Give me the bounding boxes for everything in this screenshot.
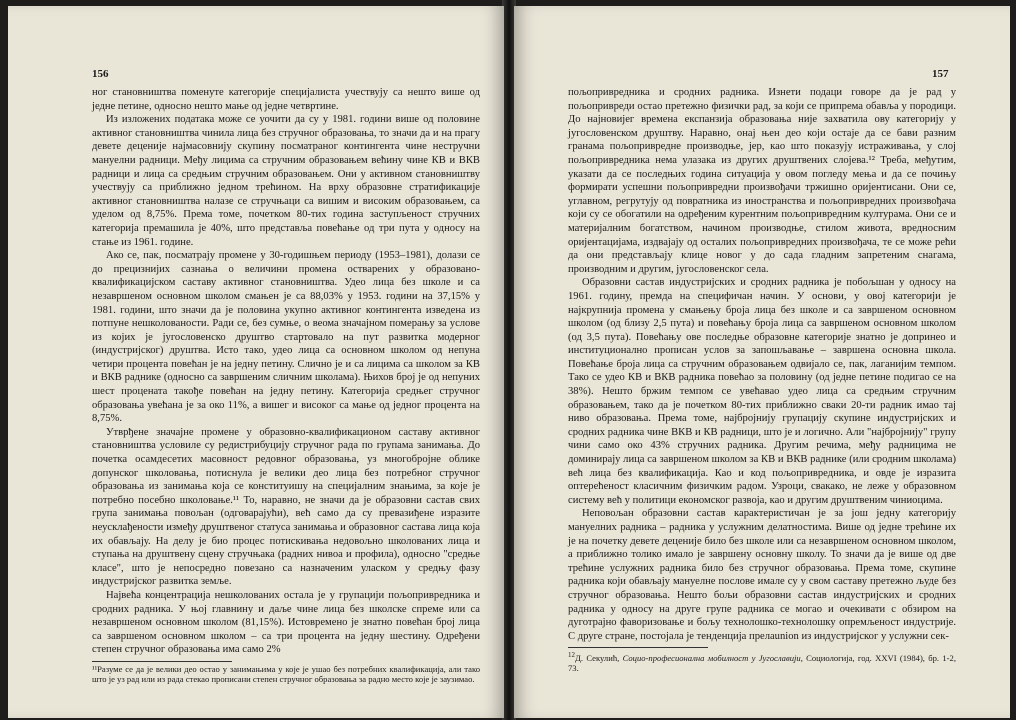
- paragraph: Утврђене значајне промене у образовно-квалификационом саставу активног становништва условиле су редистрибуцију стручног рада по групама занимања. До почетка осамдесетих масовност редовног образовања, уз многобројне облике допунског школовања, потиснула је велики део лица без потребног стручног образовања из занимања која се конституишу на специјалним знањима, за које је потребно посебно школовање.¹¹ То, наравно, не значи да је образовни састав свих група занимања повољан (одговарајући), већ само да су превазиђене изразите неусклађености између друштвеног статуса занимања и образовног састава лица која их обављају. На делу је био процес потискивања недовољно школованих лица и ступања на друштвену сцену стручњака (радних нивоа и профила), односно "средње класе", што је непосредно повезано са назначеним уласком у средњу фазу индустријског развитка земље.: [92, 426, 480, 588]
- page-number: 156: [92, 68, 109, 80]
- left-page: [8, 6, 504, 718]
- footnote: [568, 650, 956, 673]
- footnote: ¹¹Разуме се да је велики део остао у занимањима у које је ушао без потребних квалификација, али тако што је уз рад или из рада стекао прописани степен стручног образовања за радно место које је заузимао.: [92, 663, 480, 684]
- paragraph: Неповољан образовни састав карактеристичан је за још једну категорију мануелних радника – радника у услужним делатностима. Више од једне трећине их је на почетку девете деценије било без школе или са незавршеном основном школом, а приближно толико имало је завршену основну школу. То значи да је више од две трећине услужних радника било без стручног образовања. Према томе, скупине радника који обављају мануелне послове имале су у свом саставу претежно људе без стручног образовања. Нешто бољи образовни састав индустријских и сродних радника у односу на друге групе радника се могао и очекивати с обзиром на дуготрајно фаворизовање и бољу технолошко-технолошку опремљеност индустрије. С друге стране, постојала је тенденција прелаunion из индустријског у услужни сек-: [568, 508, 956, 642]
- paragraph: ног становништва поменуте категорије специјалиста учествују са нешто више од једне петине, односно нешто мање од једне четвртине.: [92, 87, 480, 112]
- footnote-author: Д. Секулић,: [575, 653, 620, 664]
- paragraph: Образовни састав индустријских и сродних радника је побољшан у односу на 1961. годину, премда на специфичан начин. У основи, у овој категорији је најкрупнија промена у смањењу броја лица без школе и са завршеном основном школом (од близу 2,5 пута) и повећању броја лица са завршеном основном школом (од 3,5 пута). Повећању ове последње образовне категорије знатно је допринео и институционално прописан услов за запошљавање – завршена основна школа. Повећање броја лица са стручним образовањем одвијало се, пак, лаганијим темпом. Тако се удео КВ и ВКВ радника повећао за половину (од једне петине подигао се на 38%). Нешто бржим темпом се увећавао удео лица са средњим стручним образовањем, тако да је почетком 80-тих приближно сваки 20-ти радник имао тај ниво образовања. Према томе, најбројнију групацију скупине индустријских и сродних радника чине ВКВ и КВ радници, што је и логично. Али "најбројнију" групу чини само око 43% стручних радника. Другим речима, међу радницима не доминирају лица са завршеном школом за КВ и ВКВ раднике (или сродним школама) већ лица без квалификација. Као и код пољопривредника, и овде је изразита оптерећеност класичним физичким радом. Узроци, свакако, не леже у образовном систему већ у политици економског развоја, као и другим друштвеним чиниоцима.: [568, 277, 956, 506]
- paragraph: Из изложених података може се уочити да су у 1981. години више од половине активног становништва чинила лица без стручног образовања, то значи да и на прагу девете деценије најмасовнију скупину посматраног контингента чине нестручни мануелни радници. Међу лицима са стручним образовањем већину чине КВ и ВКВ радници и лица са средњим стручним образовањем. Они у активном становништву учествују са приближно једном трећином. На врху образовне стратификације активног становништва налазе се стручњаци са вишим и високим образовањем, са уделом од 8,75%. Према томе, почетком 80-тих година заступљеност стручних категорија премашила је 40%, што представља повећање од три пута у односу на стање из 1961. године.: [92, 114, 480, 248]
- left-page-text: [92, 86, 480, 684]
- footnote-source: Социологија, год. XXVI (1984), бр. 1-2, 73.: [568, 653, 956, 674]
- page-number: 157: [932, 68, 949, 80]
- footnote-marker: 12: [568, 651, 575, 660]
- right-page: [514, 6, 1010, 718]
- right-page-text: [568, 86, 956, 673]
- footnote-title: Социо-професионална мобилност у Југославији,: [622, 653, 803, 664]
- footnote-rule: [568, 647, 708, 648]
- paragraph: Ако се, пак, посматрају промене у 30-годишњем периоду (1953–1981), долази се до прецизнијих сазнања о величини промена остварених у образовано-квалификацијском саставу активног становништва. Удео лица без школе и са незавршеном основном школом смањен је са 88,03% у 1953. години на 37,15% у 1981. години, што значи да је половина укупно активног контингента изведена из потпуне нешколованости. Ради се, без сумње, о веома значајном померању за услове из којих је југословенско друштво стартовало на пут развитка модерног (индустријског) друштва. Исто тако, удео лица са основном школом од непуна четири процента повећан је на једну петину. Слично је и са лицима са школом за КВ и ВКВ раднике (односно са завршеним сличним школама). Њихов број је од непуних шест процената такође повећан на једну петину. Категорија средњег стручног образовања увећана је за око 11%, а вишег и високог са мање од једног процента на 8,75%.: [92, 250, 480, 425]
- paragraph: пољопривредника и сродних радника. Изнети подаци говоре да је рад у пољопривреди остао претежно физички рад, за који се припрема обавља у породици. До најновијег времена експанзија образовања није захватила ову категорију у југословенском друштву. Наравно, онај њен део који остаје да се бави разним гранама пољопривредне производње, јер, као што показују истраживања, у слој пољопривредника нема улазака из других друштвених слојева.¹² Треба, међутим, указати да се последњих година ситуација у овом погледу мења и да се почињу формирати успешни пољопривредни произвођачи тржишно оријентисани. Они се, углавном, регрутују од повратника из иностранства и пољопривредних произвођача који су се обогатили на одређеним курентним пољопривредним културама. Они се и материјалним богатством, начином производње, стилом живота, вредносним оријентацијама, издвајају од осталих пољопривредних произвођача, те се може рећи да они представљају клице новог у до сада гладним запретеним снагама, производним и другим, југословенског села.: [568, 87, 956, 275]
- paragraph: Највећа концентрација нешколованих остала је у групацији пољопривредника и сродних радника. У њој главнину и даље чине лица без школске спреме или са незавршеном основном школом (81,15%). Истовремено је знатно повећан број лица са завршеном основном школом – са три процента на једну шестину. Одређени степен стручног образовања има само 2%: [92, 589, 480, 656]
- footnote-rule: [92, 661, 232, 662]
